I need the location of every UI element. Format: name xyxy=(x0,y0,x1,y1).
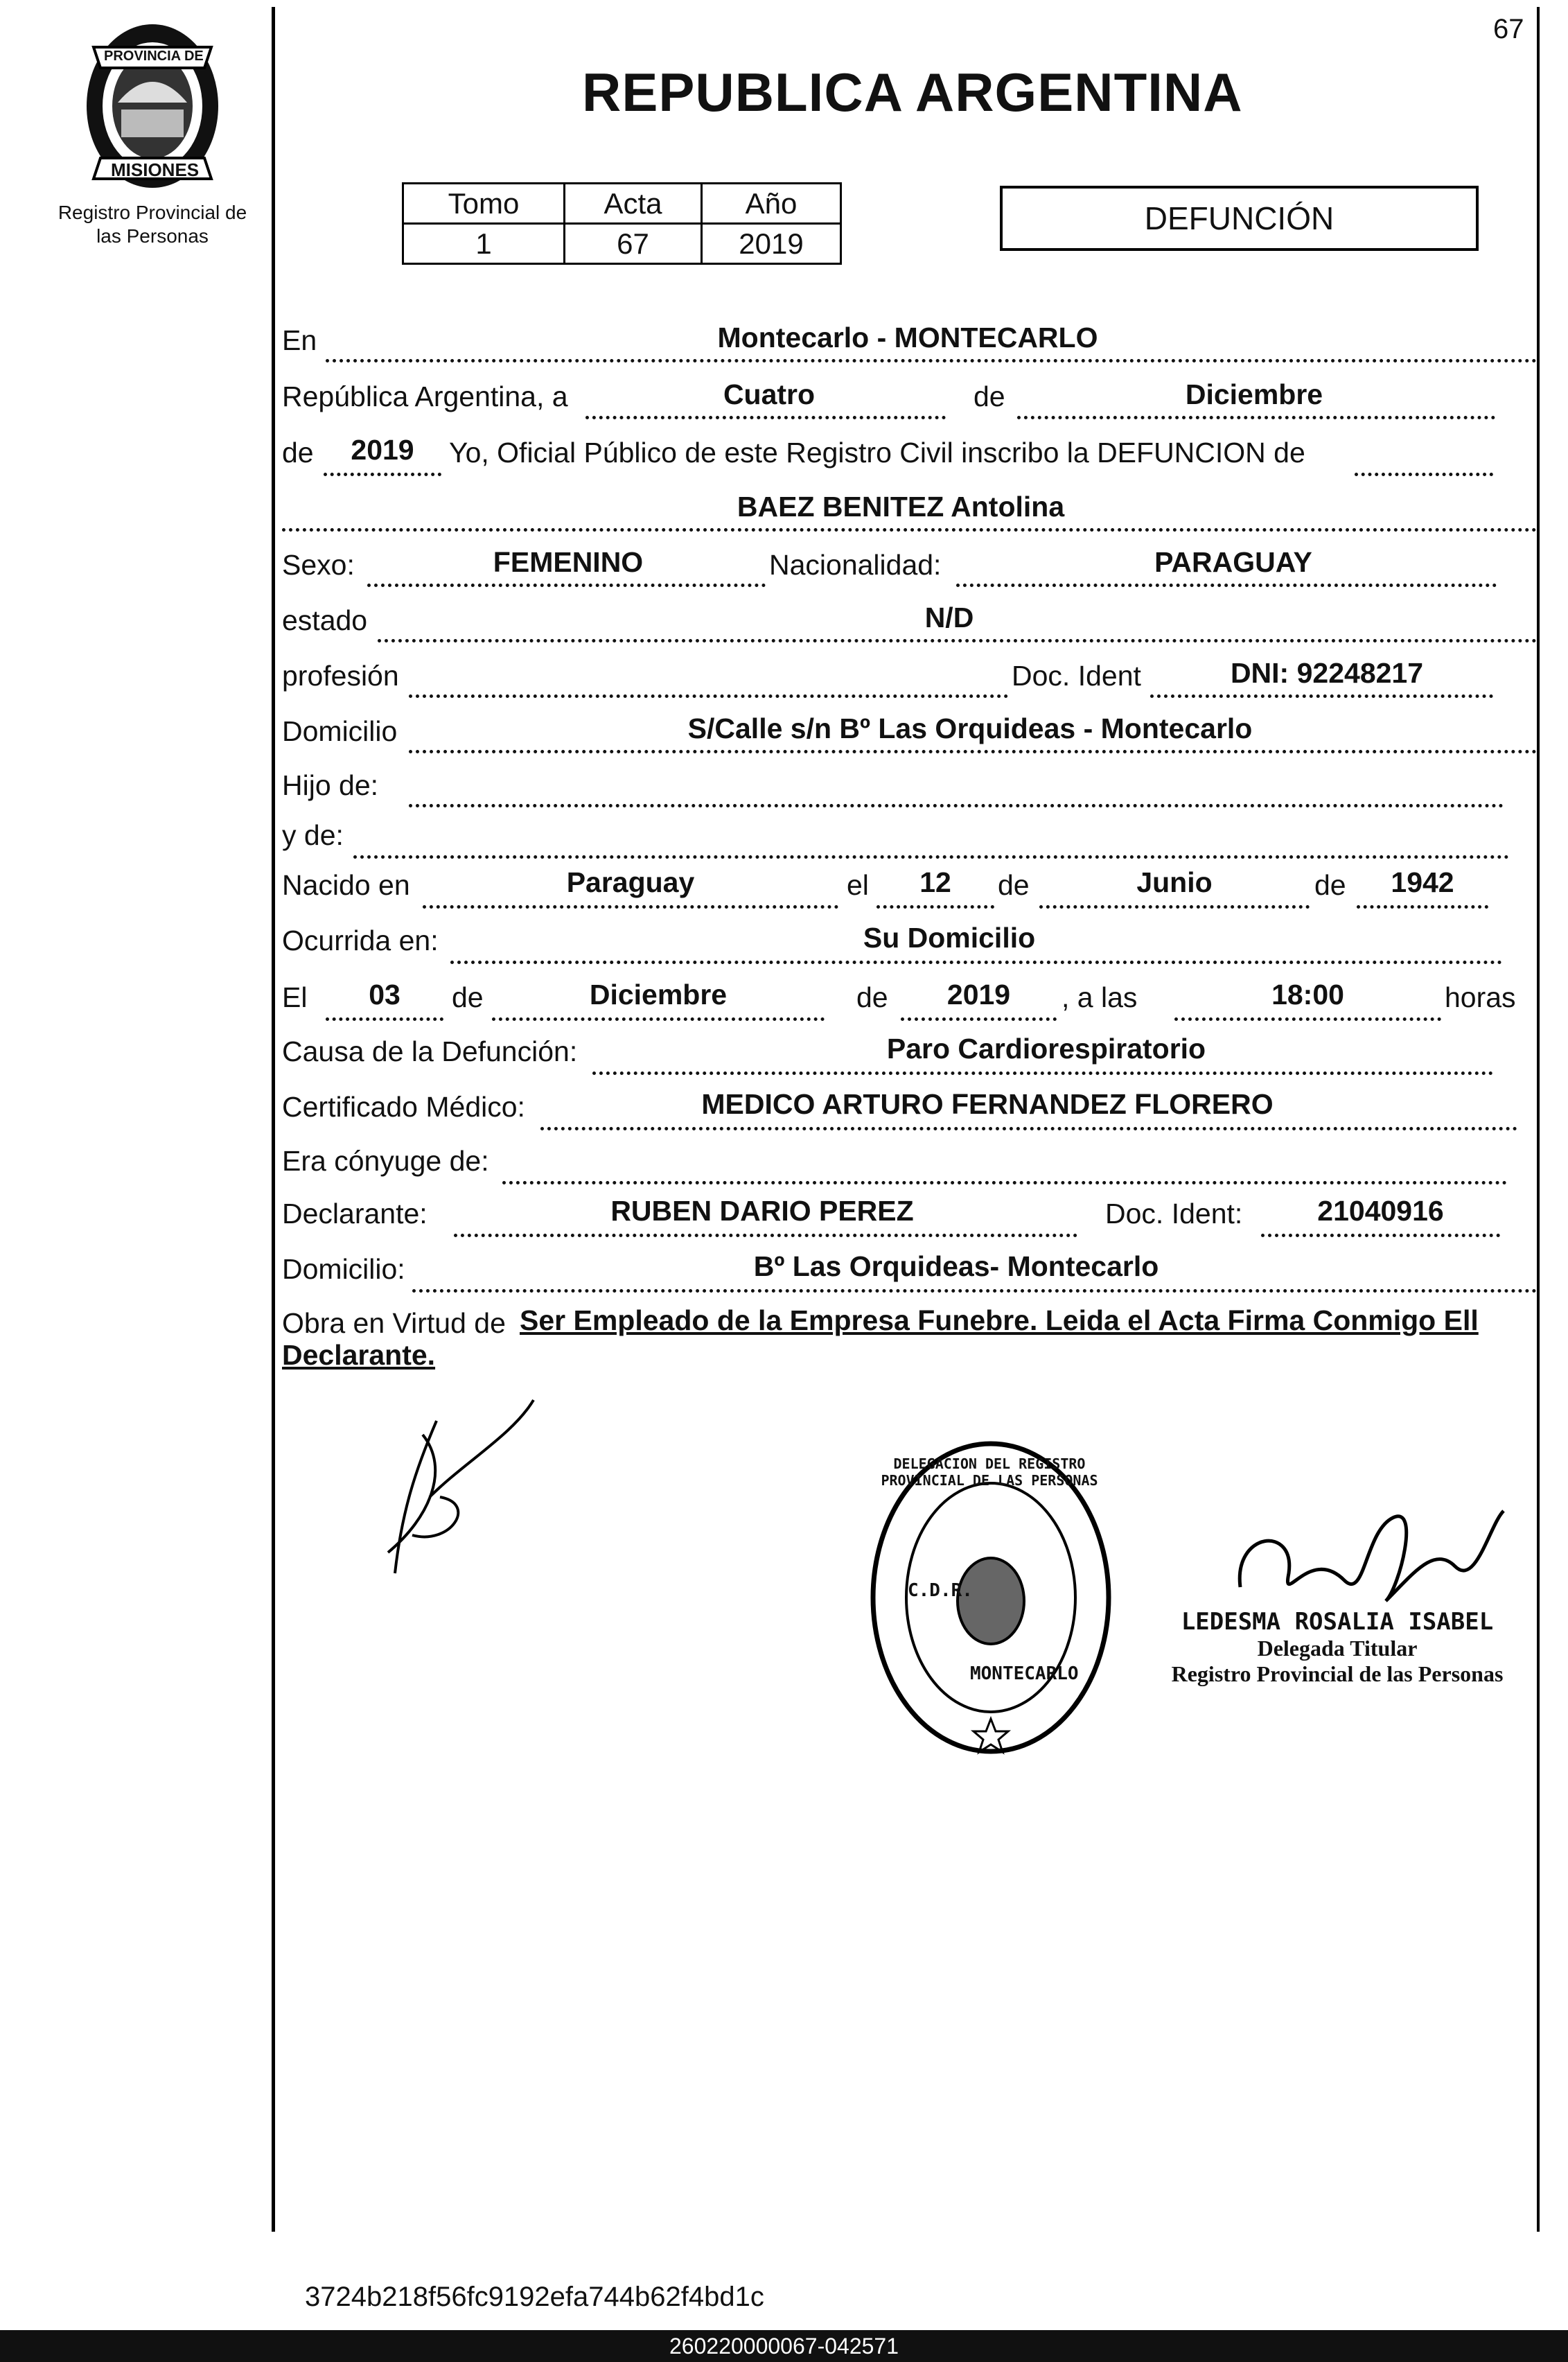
el-label: el xyxy=(847,869,869,901)
td-anio: 2019 xyxy=(702,224,841,264)
ocurrida-value: Su Domicilio xyxy=(863,922,1036,954)
dotline xyxy=(1261,1234,1500,1237)
year-value: 2019 xyxy=(351,434,414,466)
stamp-left-text: C.D.R. xyxy=(908,1580,973,1601)
dotline xyxy=(901,1017,1057,1021)
doc-value: DNI: 92248217 xyxy=(1230,657,1424,689)
dotline xyxy=(326,359,1537,362)
de-label-3: de xyxy=(998,869,1030,901)
footer-code: 260220000067-042571 xyxy=(669,2334,899,2359)
alas-label: , a las xyxy=(1062,981,1138,1013)
de-label-2: de xyxy=(282,437,314,469)
dotline xyxy=(1174,1017,1441,1021)
nacionalidad-label: Nacionalidad: xyxy=(769,549,942,581)
obra-value-1: Ser Empleado de la Empresa Funebre. Leida el Acta Firma Conmigo Ell xyxy=(520,1304,1479,1336)
place-value: Montecarlo - MONTECARLO xyxy=(717,322,1098,353)
stamp-right-text: MONTECARLO xyxy=(970,1663,1079,1684)
record-type-box: DEFUNCIÓN xyxy=(1000,186,1479,251)
dotline xyxy=(282,528,1537,532)
hijo-label: Hijo de: xyxy=(282,769,379,801)
declarante-value: RUBEN DARIO PEREZ xyxy=(610,1195,914,1227)
delegate-role: Delegada Titular xyxy=(1257,1636,1418,1661)
birth-year-value: 1942 xyxy=(1391,866,1454,898)
deceased-name-value: BAEZ BENITEZ Antolina xyxy=(737,491,1065,523)
dotline xyxy=(367,584,766,587)
death-month-value: Diciembre xyxy=(589,979,728,1011)
yde-label: y de: xyxy=(282,819,344,851)
dotline xyxy=(956,584,1497,587)
th-anio: Año xyxy=(702,184,841,224)
td-tomo: 1 xyxy=(403,224,565,264)
domicilio2-value: Bº Las Orquideas- Montecarlo xyxy=(753,1250,1159,1282)
de-label-1: de xyxy=(974,380,1005,412)
ocurrida-label: Ocurrida en: xyxy=(282,925,439,956)
sexo-label: Sexo: xyxy=(282,549,355,581)
de-label-4: de xyxy=(1314,869,1346,901)
dotline xyxy=(378,639,1537,642)
conyuge-label: Era cónyuge de: xyxy=(282,1145,489,1177)
seal-banner-top: PROVINCIA DE xyxy=(104,49,204,64)
month-value: Diciembre xyxy=(1185,378,1323,410)
dotline xyxy=(1357,905,1488,909)
dotline xyxy=(353,855,1509,859)
domicilio2-label: Domicilio: xyxy=(282,1253,405,1285)
horas-label: horas xyxy=(1445,981,1516,1013)
left-margin-line xyxy=(272,7,275,2232)
el2-label: El xyxy=(282,981,308,1013)
dotline xyxy=(409,750,1537,753)
obra-value-2: Declarante. xyxy=(282,1339,436,1371)
republica-label: República Argentina, a xyxy=(282,380,568,412)
dotline xyxy=(877,905,994,909)
nacionalidad-value: PARAGUAY xyxy=(1154,546,1312,578)
th-tomo: Tomo xyxy=(403,184,565,224)
de-label-6: de xyxy=(856,981,888,1013)
en-label: En xyxy=(282,324,317,356)
dotline xyxy=(450,961,1502,964)
birth-month-value: Junio xyxy=(1136,866,1213,898)
dotline xyxy=(326,1017,443,1021)
dotline xyxy=(1017,416,1495,419)
page-number: 67 xyxy=(1493,14,1524,44)
nacido-label: Nacido en xyxy=(282,869,410,901)
page-title: REPUBLICA ARGENTINA xyxy=(582,62,1243,123)
delegate-block xyxy=(1164,1608,1510,1687)
dotline xyxy=(540,1127,1517,1130)
domicilio-value: S/Calle s/n Bº Las Orquideas - Montecarlo xyxy=(687,712,1253,744)
profesion-label: profesión xyxy=(282,660,399,692)
doc2-value: 21040916 xyxy=(1317,1195,1444,1227)
death-year-value: 2019 xyxy=(946,979,1011,1011)
estado-label: estado xyxy=(282,604,368,636)
birth-day-value: 12 xyxy=(919,866,951,898)
dotline xyxy=(423,905,838,909)
sexo-value: FEMENINO xyxy=(493,546,644,578)
footer-bar xyxy=(0,2330,1568,2362)
stamp-ring-text: DELEGACION DEL REGISTRO PROVINCIAL DE LAS PERSONAS xyxy=(881,1455,1098,1489)
dotline xyxy=(1150,694,1493,698)
causa-value: Paro Cardiorespiratorio xyxy=(886,1033,1206,1065)
dotline xyxy=(1039,905,1310,909)
dotline xyxy=(409,694,1008,698)
dotline xyxy=(585,416,946,419)
delegate-name: LEDESMA ROSALIA ISABEL xyxy=(1181,1608,1494,1636)
td-acta: 67 xyxy=(565,224,702,264)
dotline xyxy=(324,473,441,476)
estado-value: N/D xyxy=(924,602,974,633)
dotline xyxy=(1355,473,1493,476)
dotline xyxy=(492,1017,825,1021)
statement-text: Yo, Oficial Público de este Registro Civil inscribo la DEFUNCION de xyxy=(449,437,1305,469)
de-label-5: de xyxy=(452,981,484,1013)
seal-banner-bottom: MISIONES xyxy=(111,159,200,180)
doc-label: Doc. Ident xyxy=(1012,660,1141,692)
dotline xyxy=(502,1181,1507,1184)
death-time-value: 18:00 xyxy=(1271,979,1344,1011)
registry-line-2: las Personas xyxy=(96,225,209,247)
dotline xyxy=(592,1071,1493,1075)
dotline xyxy=(409,804,1504,807)
th-acta: Acta xyxy=(565,184,702,224)
nacido-value: Paraguay xyxy=(566,866,695,898)
book-table xyxy=(402,182,842,265)
official-signature-left xyxy=(374,1393,540,1587)
declarante-label: Declarante: xyxy=(282,1198,428,1230)
right-margin-line xyxy=(1537,7,1540,2232)
registry-line-1: Registro Provincial de xyxy=(58,202,247,223)
day-word-value: Cuatro xyxy=(723,378,816,410)
delegate-office: Registro Provincial de las Personas xyxy=(1171,1661,1504,1686)
doc2-label: Doc. Ident: xyxy=(1105,1198,1243,1230)
obra-label: Obra en Virtud de xyxy=(282,1307,506,1339)
registry-name xyxy=(28,201,277,248)
death-day-value: 03 xyxy=(369,979,400,1011)
document-hash: 3724b218f56fc9192efa744b62f4bd1c xyxy=(305,2282,764,2312)
domicilio-label: Domicilio xyxy=(282,715,398,747)
dotline xyxy=(454,1234,1077,1237)
causa-label: Causa de la Defunción: xyxy=(282,1035,578,1067)
dotline xyxy=(412,1289,1537,1293)
cert-value: MEDICO ARTURO FERNANDEZ FLORERO xyxy=(701,1088,1274,1120)
cert-label: Certificado Médico: xyxy=(282,1091,525,1123)
